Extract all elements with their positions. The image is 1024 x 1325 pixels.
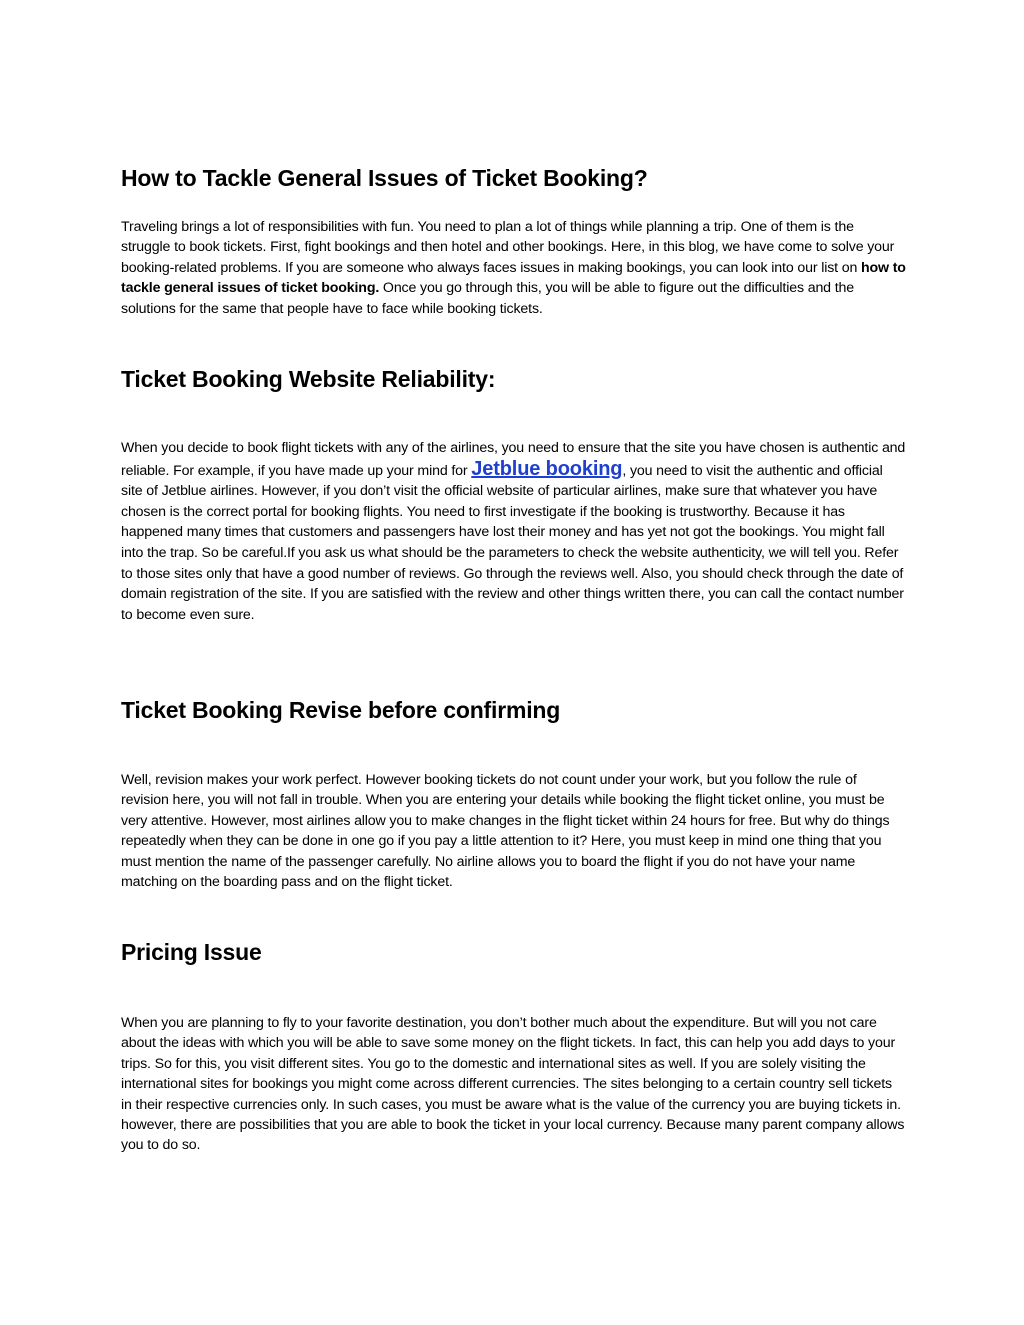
pricing-paragraph: When you are planning to fly to your favorite destination, you don’t bother much about the expenditure. But will you not care about the ideas with which you will be able to save some money on the flight tickets. In fact, this can help you add days to your trips. So for this, you visit different sites. You go to the domestic and international sites as well. If you are solely visiting the international sites for bookings you might come across different currencies. The sites belonging to a certain country sell tickets in their respective currencies only. In such cases, you must be aware what is the value of the currency you are buying tickets in. however, there are possibilities that you are able to book the ticket in your local currency. Because many parent company allows you to do so. — [121, 1015, 905, 1154]
intro-text-end: Once you go through this, you will be able to figure out the difficulties and the solutions for the same that people have to face while booking tickets. — [121, 280, 854, 317]
pricing-heading: Pricing Issue — [121, 939, 262, 965]
reliability-text-start: When you decide to book flight tickets with any of the airlines, you need to ensure that the site you have chosen is authentic and reliable. For example, if you have made up your mind for — [121, 440, 906, 479]
intro-text-start: Traveling brings a lot of responsibilities with fun. You need to plan a lot of things while planning a trip. One of them is the struggle to book tickets. First, fight bookings and then hotel and other bookings. Here, in this blog, we have come to solve your booking-related problems. If you are someone who always faces issues in making bookings, you can look into our list on — [121, 219, 895, 276]
jetblue-booking-link[interactable]: Jetblue booking — [471, 457, 623, 480]
revise-heading: Ticket Booking Revise before confirming — [121, 697, 561, 723]
reliability-paragraph — [121, 438, 906, 625]
reliability-text-end: , you need to visit the authentic and official site of Jetblue airlines. However, if you don’t visit the official website of particular airlines, make sure that whatever you have chosen is the correct portal for booking flights. You need to first investigate if the booking is trustworthy. Because it has happened many times that customers and passengers have lost their money and has yet not got the bookings. You might fall into the trap. So be careful.If you ask us what should be the parameters to check the website authenticity, we will tell you. Refer to those sites only that have a good number of reviews. Go through the reviews well. Also, you should check through the date of domain registration of the site. If you are satisfied with the review and other things written there, you can call the contact number to become even sure. — [121, 462, 904, 623]
revise-paragraph: Well, revision makes your work perfect. However booking tickets do not count under your work, but you follow the rule of revision here, you will not fall in trouble. When you are entering your details while booking the flight ticket online, you must be very attentive. However, most airlines allow you to make changes in the flight ticket within 24 hours for free. But why do things repeatedly when they can be done in one go if you pay a little attention to it? Here, you must keep in mind one thing that you must mention the name of the passenger carefully. No airline allows you to board the flight if you do not have your name matching on the boarding pass and on the flight ticket. — [121, 772, 890, 891]
main-title: How to Tackle General Issues of Ticket Booking? — [121, 165, 648, 191]
intro-paragraph — [121, 217, 906, 319]
reliability-heading: Ticket Booking Website Reliability: — [121, 366, 496, 392]
intro-bold-phrase: how to tackle general issues of ticket booking. — [121, 259, 906, 297]
